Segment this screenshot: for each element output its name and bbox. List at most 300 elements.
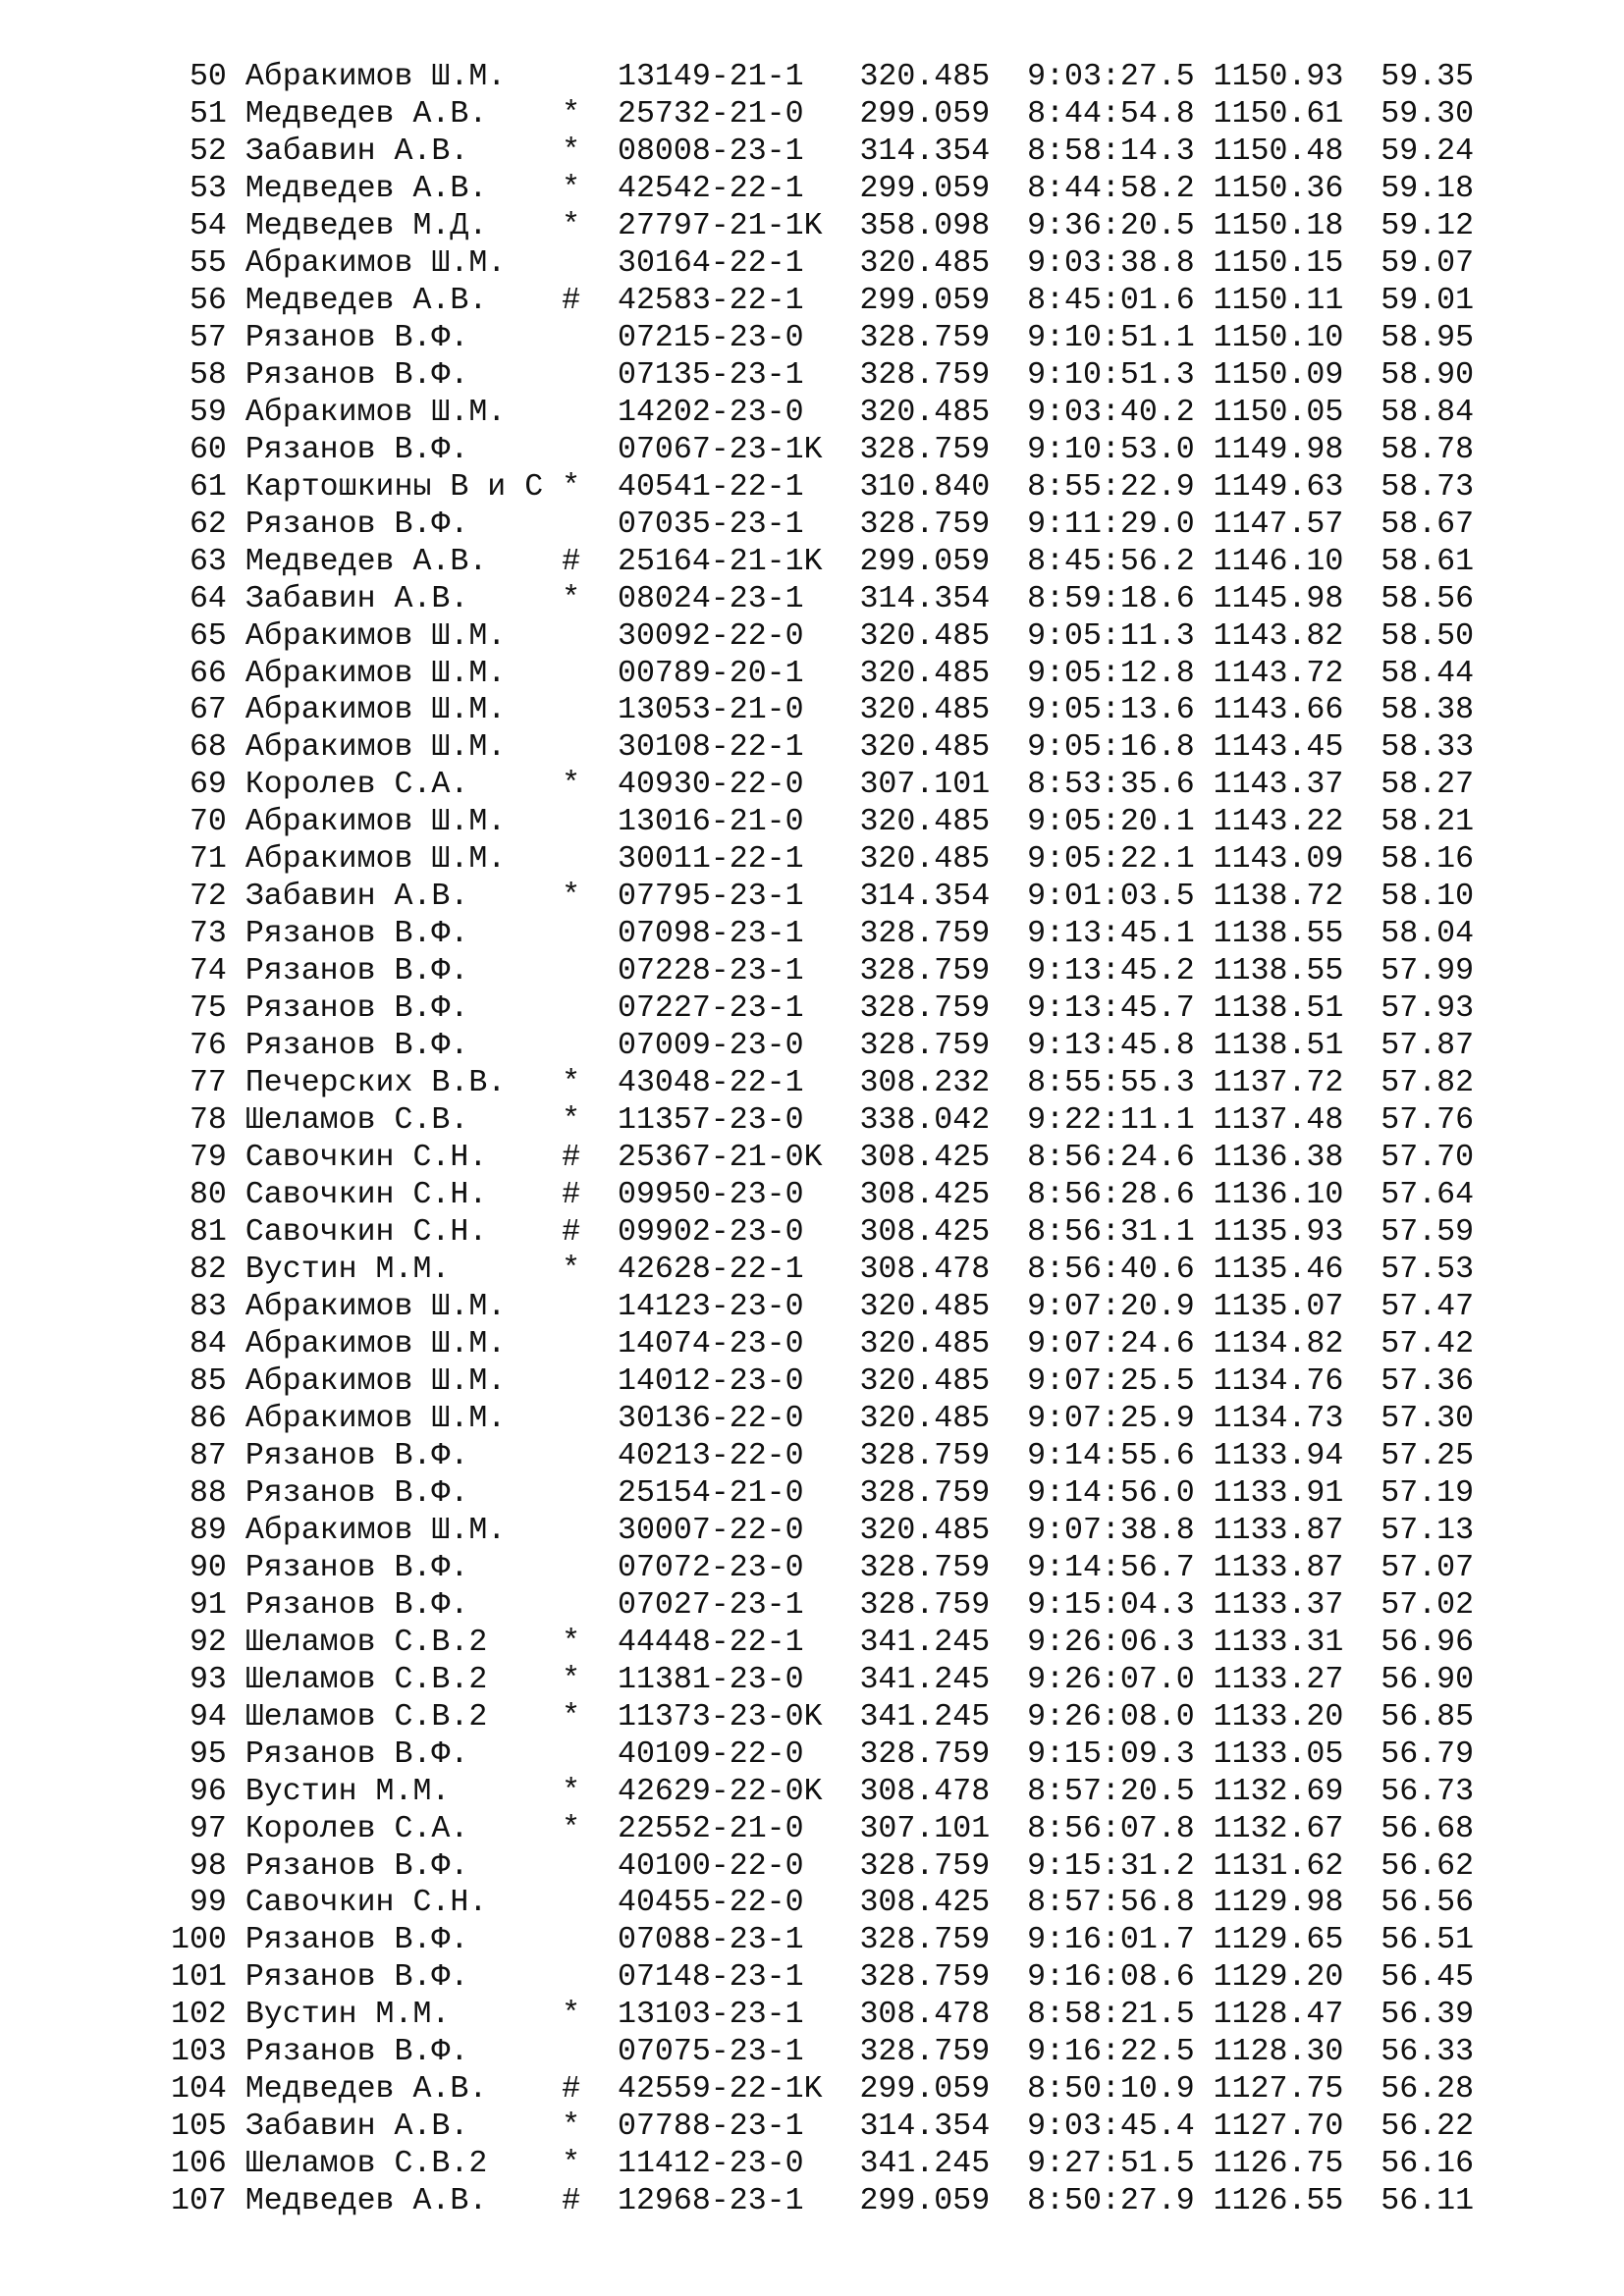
distance: 328.759 — [859, 2035, 991, 2070]
speed-value: 1128.47 — [1213, 1998, 1344, 2033]
table-row — [171, 96, 1474, 133]
arrival-time: 9:15:09.3 — [1027, 1736, 1195, 1772]
distance: 328.759 — [859, 357, 991, 393]
points-value: 57.82 — [1380, 1066, 1475, 1101]
arrival-time: 8:56:40.6 — [1027, 1253, 1195, 1287]
points-value: 58.21 — [1380, 805, 1475, 840]
row-number: 103 — [171, 2035, 227, 2070]
row-mark: * — [562, 208, 581, 243]
arrival-time: 9:11:29.0 — [1027, 507, 1195, 542]
table-row — [171, 171, 1474, 208]
ring-number: 40213-22-0 — [617, 1438, 804, 1473]
speed-value: 1134.76 — [1213, 1363, 1344, 1399]
arrival-time: 9:07:25.9 — [1027, 1401, 1195, 1436]
distance: 328.759 — [859, 1029, 991, 1064]
row-mark: # — [562, 283, 581, 318]
distance: 308.425 — [859, 1178, 991, 1213]
row-mark: * — [562, 1811, 581, 1846]
owner-name: Абракимов Ш.М. — [244, 245, 507, 281]
ring-number: 07228-23-1 — [617, 954, 804, 989]
speed-value: 1143.66 — [1213, 693, 1344, 728]
arrival-time: 8:55:22.9 — [1027, 469, 1195, 505]
arrival-time: 9:01:03.5 — [1027, 880, 1195, 915]
speed-value: 1149.63 — [1213, 469, 1344, 505]
table-row — [171, 507, 1474, 544]
arrival-time: 8:44:54.8 — [1027, 96, 1195, 132]
owner-name: Медведев А.В. — [244, 2072, 488, 2108]
row-number: 73 — [189, 917, 227, 952]
distance: 308.425 — [859, 1215, 991, 1251]
row-number: 63 — [189, 544, 227, 579]
distance: 299.059 — [859, 2184, 991, 2219]
owner-name: Вустин М.М. — [244, 1253, 451, 1287]
owner-name: Королев С.А. — [244, 1811, 469, 1846]
distance: 308.232 — [859, 1066, 991, 1101]
owner-name: Абракимов Ш.М. — [244, 1326, 507, 1362]
ring-number: 14012-23-0 — [617, 1363, 804, 1399]
table-row — [171, 1513, 1474, 1550]
speed-value: 1143.22 — [1213, 805, 1344, 840]
arrival-time: 9:15:31.2 — [1027, 1848, 1195, 1884]
ring-number: 07098-23-1 — [617, 917, 804, 952]
points-value: 56.73 — [1380, 1774, 1475, 1809]
owner-name: Медведев А.В. — [244, 171, 488, 206]
row-number: 97 — [189, 1811, 227, 1846]
owner-name: Рязанов В.Ф. — [244, 1960, 469, 1996]
owner-name: Савочкин С.Н. — [244, 1141, 488, 1176]
distance: 328.759 — [859, 1736, 991, 1772]
table-row — [171, 1177, 1474, 1214]
speed-value: 1131.62 — [1213, 1848, 1344, 1884]
speed-value: 1134.73 — [1213, 1401, 1344, 1436]
row-mark: * — [562, 1625, 581, 1660]
points-value: 56.28 — [1380, 2072, 1475, 2108]
table-row — [171, 1028, 1474, 1065]
row-number: 55 — [189, 245, 227, 281]
owner-name: Забавин А.В. — [244, 880, 469, 915]
distance: 299.059 — [859, 96, 991, 132]
ring-number: 07795-23-1 — [617, 880, 804, 915]
owner-name: Рязанов В.Ф. — [244, 1550, 469, 1585]
ring-number: 42583-22-1 — [617, 283, 804, 318]
distance: 299.059 — [859, 2072, 991, 2108]
table-row — [171, 1214, 1474, 1252]
table-row — [171, 432, 1474, 469]
table-row — [171, 2146, 1474, 2183]
points-value: 56.96 — [1380, 1625, 1475, 1660]
ring-number: 14202-23-0 — [617, 395, 804, 430]
row-number: 95 — [189, 1736, 227, 1772]
distance: 320.485 — [859, 656, 991, 691]
row-mark: * — [562, 1699, 581, 1735]
table-row — [171, 841, 1474, 879]
table-row — [171, 59, 1474, 96]
ring-number: 30011-22-1 — [617, 842, 804, 878]
arrival-time: 8:58:14.3 — [1027, 133, 1195, 169]
points-value: 57.36 — [1380, 1363, 1475, 1399]
owner-name: Картошкины В и С — [244, 469, 544, 505]
row-number: 50 — [189, 60, 227, 94]
owner-name: Рязанов В.Ф. — [244, 917, 469, 952]
table-row — [171, 1363, 1474, 1401]
arrival-time: 8:59:18.6 — [1027, 581, 1195, 616]
row-number: 91 — [189, 1587, 227, 1623]
distance: 320.485 — [859, 1363, 991, 1399]
speed-value: 1126.55 — [1213, 2184, 1344, 2219]
owner-name: Шеламов С.В.2 — [244, 1625, 488, 1660]
row-number: 93 — [189, 1662, 227, 1697]
points-value: 58.50 — [1380, 618, 1475, 654]
distance: 320.485 — [859, 618, 991, 654]
owner-name: Рязанов В.Ф. — [244, 1029, 469, 1064]
arrival-time: 9:05:13.6 — [1027, 693, 1195, 728]
table-row — [171, 1252, 1474, 1289]
ring-number: 40541-22-1 — [617, 469, 804, 505]
arrival-time: 9:07:25.5 — [1027, 1363, 1195, 1399]
row-number: 72 — [189, 880, 227, 915]
table-row — [171, 581, 1474, 618]
points-value: 57.02 — [1380, 1587, 1475, 1623]
points-value: 56.62 — [1380, 1848, 1475, 1884]
arrival-time: 9:16:01.7 — [1027, 1923, 1195, 1958]
points-value: 58.61 — [1380, 544, 1475, 579]
distance: 328.759 — [859, 917, 991, 952]
ring-number: 42629-22-0K — [617, 1774, 823, 1809]
arrival-time: 9:14:56.0 — [1027, 1475, 1195, 1511]
distance: 328.759 — [859, 1848, 991, 1884]
distance: 328.759 — [859, 1587, 991, 1623]
ring-number: 08008-23-1 — [617, 133, 804, 169]
arrival-time: 8:56:24.6 — [1027, 1141, 1195, 1176]
points-value: 58.95 — [1380, 320, 1475, 355]
points-value: 57.42 — [1380, 1326, 1475, 1362]
row-number: 75 — [189, 991, 227, 1027]
distance: 341.245 — [859, 1662, 991, 1697]
row-mark: # — [562, 1141, 581, 1176]
arrival-time: 9:03:40.2 — [1027, 395, 1195, 430]
row-number: 76 — [189, 1029, 227, 1064]
row-mark: * — [562, 768, 581, 803]
row-mark: * — [562, 1066, 581, 1101]
distance: 328.759 — [859, 320, 991, 355]
points-value: 56.56 — [1380, 1886, 1475, 1921]
row-number: 67 — [189, 693, 227, 728]
speed-value: 1132.69 — [1213, 1774, 1344, 1809]
arrival-time: 9:07:24.6 — [1027, 1326, 1195, 1362]
speed-value: 1135.07 — [1213, 1289, 1344, 1324]
ring-number: 44448-22-1 — [617, 1625, 804, 1660]
table-row — [171, 395, 1474, 432]
row-mark: # — [562, 2072, 581, 2108]
arrival-time: 8:58:21.5 — [1027, 1998, 1195, 2033]
points-value: 56.33 — [1380, 2035, 1475, 2070]
arrival-time: 8:50:27.9 — [1027, 2184, 1195, 2219]
speed-value: 1133.20 — [1213, 1699, 1344, 1735]
ring-number: 13103-23-1 — [617, 1998, 804, 2033]
speed-value: 1135.93 — [1213, 1215, 1344, 1251]
row-number: 96 — [189, 1774, 227, 1809]
points-value: 57.07 — [1380, 1550, 1475, 1585]
speed-value: 1133.05 — [1213, 1736, 1344, 1772]
distance: 307.101 — [859, 1811, 991, 1846]
row-number: 100 — [171, 1923, 227, 1958]
row-number: 102 — [171, 1998, 227, 2033]
arrival-time: 8:45:56.2 — [1027, 544, 1195, 579]
points-value: 57.70 — [1380, 1141, 1475, 1176]
arrival-time: 9:05:20.1 — [1027, 805, 1195, 840]
owner-name: Шеламов С.В. — [244, 1103, 469, 1139]
row-number: 77 — [189, 1066, 227, 1101]
points-value: 59.35 — [1380, 60, 1475, 94]
distance: 328.759 — [859, 1475, 991, 1511]
ring-number: 11381-23-0 — [617, 1662, 804, 1697]
distance: 341.245 — [859, 1699, 991, 1735]
owner-name: Печерских В.В. — [244, 1066, 507, 1101]
distance: 310.840 — [859, 469, 991, 505]
owner-name: Рязанов В.Ф. — [244, 2035, 469, 2070]
speed-value: 1138.72 — [1213, 880, 1344, 915]
owner-name: Рязанов В.Ф. — [244, 1736, 469, 1772]
points-value: 57.59 — [1380, 1215, 1475, 1251]
row-number: 89 — [189, 1513, 227, 1548]
distance: 299.059 — [859, 283, 991, 318]
row-number: 58 — [189, 357, 227, 393]
distance: 328.759 — [859, 507, 991, 542]
distance: 320.485 — [859, 805, 991, 840]
speed-value: 1135.46 — [1213, 1253, 1344, 1287]
table-row — [171, 1699, 1474, 1736]
row-mark: * — [562, 1662, 581, 1697]
arrival-time: 9:15:04.3 — [1027, 1587, 1195, 1623]
distance: 358.098 — [859, 208, 991, 243]
distance: 308.425 — [859, 1886, 991, 1921]
arrival-time: 8:56:31.1 — [1027, 1215, 1195, 1251]
ring-number: 07215-23-0 — [617, 320, 804, 355]
ring-number: 11357-23-0 — [617, 1103, 804, 1139]
ring-number: 42628-22-1 — [617, 1253, 804, 1287]
table-row — [171, 1997, 1474, 2034]
arrival-time: 9:03:27.5 — [1027, 60, 1195, 94]
row-mark: * — [562, 581, 581, 616]
points-value: 57.64 — [1380, 1178, 1475, 1213]
row-number: 90 — [189, 1550, 227, 1585]
speed-value: 1129.98 — [1213, 1886, 1344, 1921]
arrival-time: 9:05:11.3 — [1027, 618, 1195, 654]
distance: 320.485 — [859, 842, 991, 878]
row-number: 69 — [189, 768, 227, 803]
speed-value: 1133.94 — [1213, 1438, 1344, 1473]
row-number: 57 — [189, 320, 227, 355]
owner-name: Забавин А.В. — [244, 133, 469, 169]
table-row — [171, 133, 1474, 171]
speed-value: 1150.93 — [1213, 60, 1344, 94]
speed-value: 1138.55 — [1213, 954, 1344, 989]
points-value: 57.99 — [1380, 954, 1475, 989]
row-mark: * — [562, 1103, 581, 1139]
ring-number: 25732-21-0 — [617, 96, 804, 132]
arrival-time: 9:07:38.8 — [1027, 1513, 1195, 1548]
row-number: 74 — [189, 954, 227, 989]
points-value: 57.19 — [1380, 1475, 1475, 1511]
owner-name: Рязанов В.Ф. — [244, 1475, 469, 1511]
arrival-time: 9:10:51.3 — [1027, 357, 1195, 393]
distance: 328.759 — [859, 1923, 991, 1958]
row-number: 86 — [189, 1401, 227, 1436]
distance: 320.485 — [859, 1401, 991, 1436]
ring-number: 25154-21-0 — [617, 1475, 804, 1511]
table-row — [171, 1140, 1474, 1177]
points-value: 59.07 — [1380, 245, 1475, 281]
table-row — [171, 1587, 1474, 1625]
table-row — [171, 1326, 1474, 1363]
row-number: 106 — [171, 2147, 227, 2182]
row-number: 78 — [189, 1103, 227, 1139]
table-row — [171, 544, 1474, 581]
row-number: 84 — [189, 1326, 227, 1362]
distance: 328.759 — [859, 1438, 991, 1473]
table-row — [171, 1625, 1474, 1662]
distance: 299.059 — [859, 171, 991, 206]
row-mark: * — [562, 2147, 581, 2182]
speed-value: 1150.18 — [1213, 208, 1344, 243]
arrival-time: 9:05:12.8 — [1027, 656, 1195, 691]
table-row — [171, 2071, 1474, 2109]
row-number: 62 — [189, 507, 227, 542]
ring-number: 40455-22-0 — [617, 1886, 804, 1921]
points-value: 56.90 — [1380, 1662, 1475, 1697]
speed-value: 1138.55 — [1213, 917, 1344, 952]
row-mark: * — [562, 1998, 581, 2033]
points-value: 56.45 — [1380, 1960, 1475, 1996]
speed-value: 1129.20 — [1213, 1960, 1344, 1996]
ring-number: 25164-21-1K — [617, 544, 823, 579]
row-number: 94 — [189, 1699, 227, 1735]
row-number: 71 — [189, 842, 227, 878]
ring-number: 40109-22-0 — [617, 1736, 804, 1772]
table-row — [171, 729, 1474, 767]
arrival-time: 9:14:56.7 — [1027, 1550, 1195, 1585]
distance: 338.042 — [859, 1103, 991, 1139]
speed-value: 1133.87 — [1213, 1513, 1344, 1548]
row-number: 52 — [189, 133, 227, 169]
ring-number: 14123-23-0 — [617, 1289, 804, 1324]
ring-number: 30136-22-0 — [617, 1401, 804, 1436]
distance: 328.759 — [859, 432, 991, 467]
ring-number: 27797-21-1K — [617, 208, 823, 243]
arrival-time: 8:56:28.6 — [1027, 1178, 1195, 1213]
table-row — [171, 1401, 1474, 1438]
row-mark: * — [562, 171, 581, 206]
distance: 307.101 — [859, 768, 991, 803]
speed-value: 1150.09 — [1213, 357, 1344, 393]
arrival-time: 9:22:11.1 — [1027, 1103, 1195, 1139]
row-number: 85 — [189, 1363, 227, 1399]
points-value: 58.73 — [1380, 469, 1475, 505]
points-value: 56.79 — [1380, 1736, 1475, 1772]
arrival-time: 9:16:08.6 — [1027, 1960, 1195, 1996]
row-mark: * — [562, 469, 581, 505]
row-number: 61 — [189, 469, 227, 505]
table-row — [171, 1475, 1474, 1513]
row-number: 87 — [189, 1438, 227, 1473]
owner-name: Абракимов Ш.М. — [244, 1513, 507, 1548]
row-mark: * — [562, 96, 581, 132]
row-number: 88 — [189, 1475, 227, 1511]
ring-number: 42559-22-1K — [617, 2072, 823, 2108]
owner-name: Абракимов Ш.М. — [244, 656, 507, 691]
speed-value: 1133.87 — [1213, 1550, 1344, 1585]
owner-name: Шеламов С.В.2 — [244, 1699, 488, 1735]
owner-name: Рязанов В.Ф. — [244, 432, 469, 467]
distance: 328.759 — [859, 954, 991, 989]
distance: 320.485 — [859, 1289, 991, 1324]
speed-value: 1150.61 — [1213, 96, 1344, 132]
points-value: 57.25 — [1380, 1438, 1475, 1473]
ring-number: 07227-23-1 — [617, 991, 804, 1027]
speed-value: 1127.75 — [1213, 2072, 1344, 2108]
row-mark: # — [562, 544, 581, 579]
table-row — [171, 2109, 1474, 2146]
ring-number: 07009-23-0 — [617, 1029, 804, 1064]
distance: 328.759 — [859, 1550, 991, 1585]
table-row — [171, 879, 1474, 916]
ring-number: 07027-23-1 — [617, 1587, 804, 1623]
row-mark: * — [562, 880, 581, 915]
speed-value: 1143.45 — [1213, 730, 1344, 766]
arrival-time: 9:26:06.3 — [1027, 1625, 1195, 1660]
owner-name: Рязанов В.Ф. — [244, 1848, 469, 1884]
row-number: 51 — [189, 96, 227, 132]
distance: 320.485 — [859, 1326, 991, 1362]
owner-name: Рязанов В.Ф. — [244, 1587, 469, 1623]
owner-name: Абракимов Ш.М. — [244, 60, 507, 94]
row-number: 105 — [171, 2109, 227, 2145]
row-number: 64 — [189, 581, 227, 616]
arrival-time: 9:26:08.0 — [1027, 1699, 1195, 1735]
ring-number: 30108-22-1 — [617, 730, 804, 766]
points-value: 57.93 — [1380, 991, 1475, 1027]
owner-name: Медведев А.В. — [244, 544, 488, 579]
owner-name: Абракимов Ш.М. — [244, 1289, 507, 1324]
arrival-time: 9:03:38.8 — [1027, 245, 1195, 281]
owner-name: Абракимов Ш.М. — [244, 693, 507, 728]
table-row — [171, 1550, 1474, 1587]
table-row — [171, 1662, 1474, 1699]
distance: 308.478 — [859, 1998, 991, 2033]
row-mark: * — [562, 133, 581, 169]
ring-number: 13149-21-1 — [617, 60, 804, 94]
points-value: 56.16 — [1380, 2147, 1475, 2182]
arrival-time: 8:53:35.6 — [1027, 768, 1195, 803]
points-value: 56.22 — [1380, 2109, 1475, 2145]
distance: 320.485 — [859, 245, 991, 281]
arrival-time: 9:05:22.1 — [1027, 842, 1195, 878]
table-row — [171, 245, 1474, 283]
arrival-time: 9:13:45.1 — [1027, 917, 1195, 952]
table-row — [171, 990, 1474, 1028]
table-row — [171, 1774, 1474, 1811]
owner-name: Рязанов В.Ф. — [244, 320, 469, 355]
arrival-time: 8:45:01.6 — [1027, 283, 1195, 318]
speed-value: 1145.98 — [1213, 581, 1344, 616]
speed-value: 1133.31 — [1213, 1625, 1344, 1660]
owner-name: Вустин М.М. — [244, 1998, 451, 2033]
arrival-time: 9:13:45.8 — [1027, 1029, 1195, 1064]
ring-number: 07088-23-1 — [617, 1923, 804, 1958]
distance: 308.478 — [859, 1774, 991, 1809]
ring-number: 09902-23-0 — [617, 1215, 804, 1251]
points-value: 58.44 — [1380, 656, 1475, 691]
